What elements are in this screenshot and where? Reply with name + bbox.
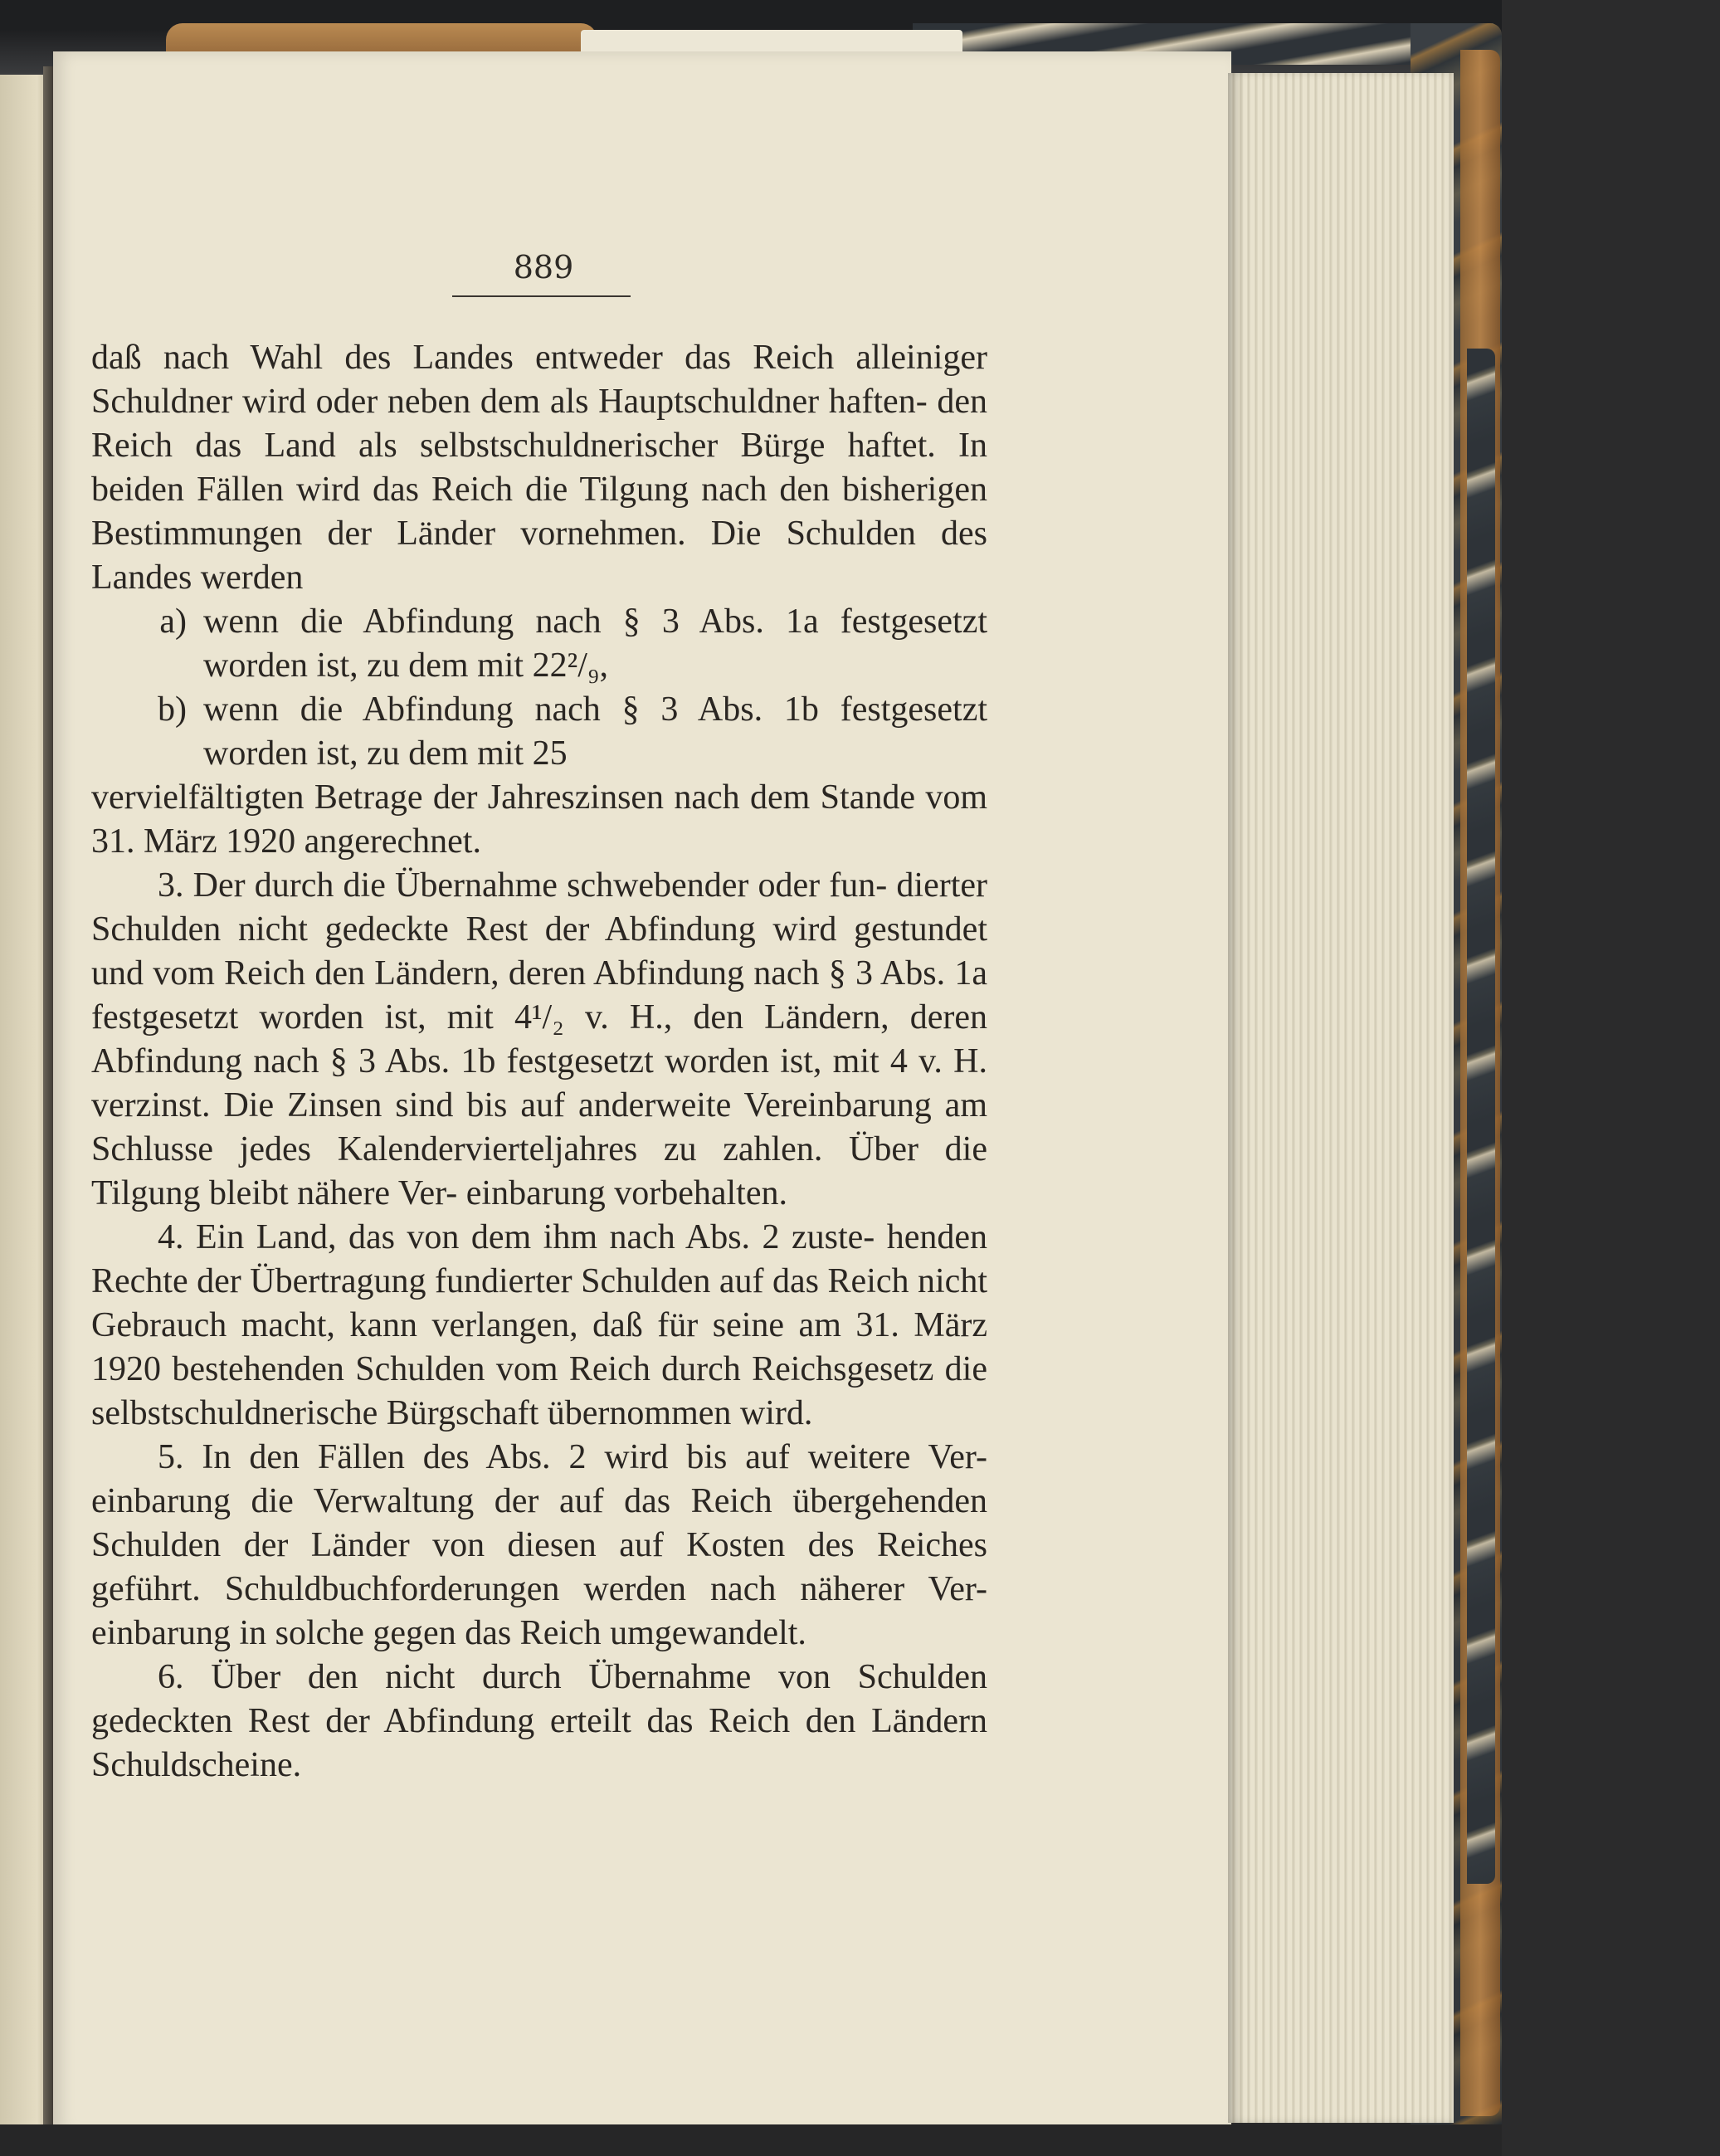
list-item-b (91, 688, 987, 776)
section-5: 5. In den Fällen des Abs. 2 wird bis auf weitere Ver- einbarung die Verwaltung der auf das Reich übergehenden Schulden der Länder von diesen auf Kosten des Reiches geführt. Schuldbuchforderungen werden nach näherer Ver- einbarung in solche gegen das Reich umgewandelt. (91, 1438, 987, 1652)
list-item-a (91, 600, 987, 688)
list-item-label: b) (158, 690, 187, 729)
section-4: 4. Ein Land, das von dem ihm nach Abs. 2 zuste- henden Rechte der Übertragung fundierter Schulden auf das Reich nicht Gebrauch macht, kann verlangen, daß für seine am 31. März 1920 bestehenden Schulden vom Reich durch Reichsgesetz die selbstschuldnerische Bürgschaft übernommen wird. (91, 1218, 987, 1432)
page-stack-shadow (1228, 73, 1245, 2123)
page-edges-stack (1228, 73, 1454, 2123)
list-item-label: a) (159, 602, 187, 641)
page-number-rule (452, 295, 631, 297)
list-item-text: wenn die Abfindung nach § 3 Abs. 1b festgesetzt worden ist, zu dem mit 25 (203, 690, 987, 773)
page-number: 889 (513, 249, 574, 285)
paragraph-intro: daß nach Wahl des Landes entweder das Reich alleiniger Schuldner wird oder neben dem als Hauptschuldner haften- den Reich das Land als selbstschuldnerischer Bürge haftet. In beiden Fällen wird das Reich die Tilgung nach den bisherigen Bestimmungen der Länder vornehmen. Die Schulden des Landes werden (91, 339, 987, 597)
marbled-cover (1467, 349, 1495, 1884)
list-item-text: wenn die Abfindung nach § 3 Abs. 1a festgesetzt worden ist, zu dem mit 22²/₉, (203, 602, 987, 685)
section-6: 6. Über den nicht durch Übernahme von Schulden gedeckten Rest der Abfindung erteilt das Reich den Ländern Schuldscheine. (91, 1658, 987, 1784)
paragraph-continuation: vervielfältigten Betrage der Jahreszinsen nach dem Stande vom 31. März 1920 angerechnet. (91, 778, 987, 861)
section-3: 3. Der durch die Übernahme schwebender oder fun- dierter Schulden nicht gedeckte Rest der Abfindung wird gestundet und vom Reich den Ländern, deren Abfindung nach § 3 Abs. 1a festgesetzt worden ist, mit 4¹/₂ v. H., den Ländern, deren Abfindung nach § 3 Abs. 1b festgesetzt worden ist, mit 4 v. H. verzinst. Die Zinsen sind bis auf anderweite Vereinbarung am Schlusse jedes Kalendervierteljahres zu zahlen. Über die Tilgung bleibt nähere Ver- einbarung vorbehalten. (91, 866, 987, 1212)
book-bottom-edge (0, 2124, 1502, 2156)
page-text (91, 336, 987, 1788)
